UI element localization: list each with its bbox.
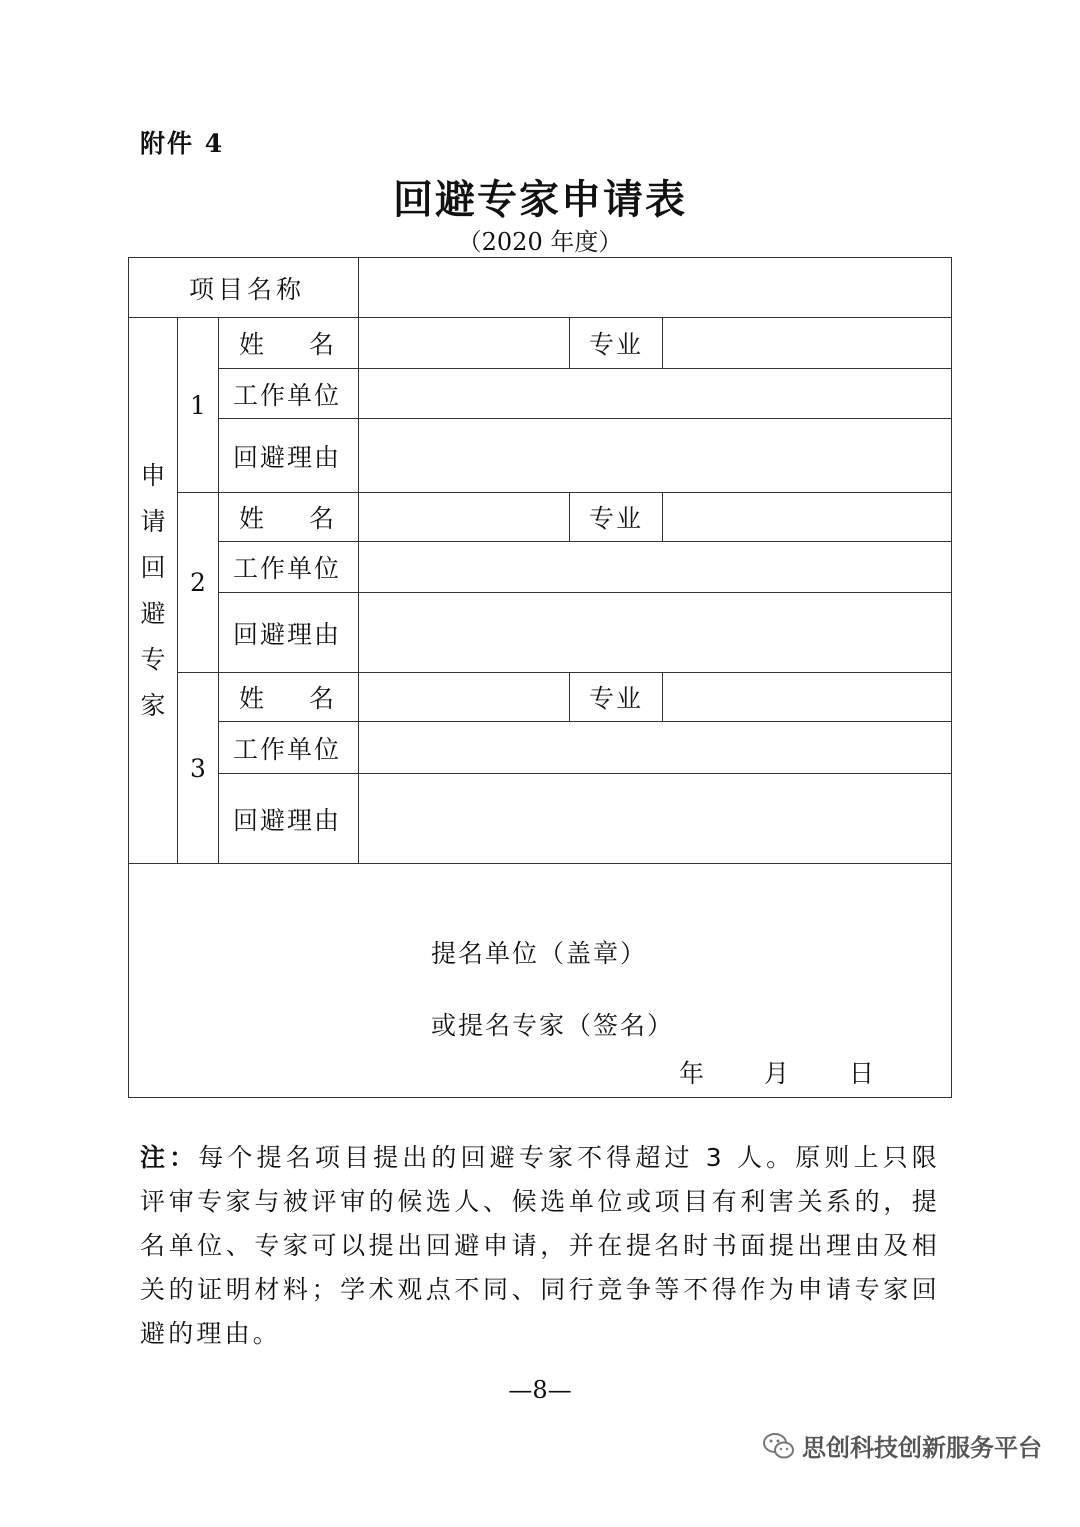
- major-label-1: 专业: [570, 318, 663, 369]
- name-label-2: 姓 名: [219, 493, 359, 542]
- note-paragraph: [140, 1136, 940, 1356]
- project-name-label: 项目名称: [129, 258, 359, 318]
- major-field-3[interactable]: [663, 673, 952, 722]
- unit-label-1: 工作单位: [219, 369, 359, 419]
- expert-sign-label: 或提名专家（签名）: [431, 1011, 675, 1040]
- note-text: 每个提名项目提出的回避专家不得超过 3 人。原则上只限评审专家与被评审的候选人、候选单位或项目有利害关系的，提名单位、专家可以提出回避申请，并在提名时书面提出理由及相关的证明材料；学术观点不同、同行竞争等不得作为申请专家回避的理由。: [140, 1143, 940, 1348]
- major-label-3: 专业: [570, 673, 663, 722]
- name-field-1[interactable]: [359, 318, 570, 369]
- reason-label-3: 回避理由: [219, 774, 359, 864]
- project-name-field[interactable]: [359, 258, 952, 318]
- side-label: 申 请 回 避 专 家: [129, 318, 178, 864]
- major-field-1[interactable]: [663, 318, 952, 369]
- major-label-2: 专业: [570, 493, 663, 542]
- application-form-table: [128, 257, 952, 1098]
- signature-section[interactable]: [129, 864, 952, 1098]
- reason-label-1: 回避理由: [219, 419, 359, 493]
- name-label-3: 姓 名: [219, 673, 359, 722]
- expert-number-2: 2: [178, 493, 219, 673]
- unit-field-2[interactable]: [359, 542, 952, 593]
- unit-stamp-label: 提名单位（盖章）: [431, 939, 648, 968]
- note-label: 注：: [140, 1143, 199, 1172]
- watermark-text: 思创科技创新服务平台: [802, 1434, 1042, 1462]
- major-field-2[interactable]: [663, 493, 952, 542]
- reason-label-2: 回避理由: [219, 593, 359, 673]
- expert-number-3: 3: [178, 673, 219, 864]
- reason-field-2[interactable]: [359, 593, 952, 673]
- reason-field-1[interactable]: [359, 419, 952, 493]
- unit-label-2: 工作单位: [219, 542, 359, 593]
- page-number: —8—: [508, 1376, 572, 1404]
- watermark: [762, 1428, 1042, 1463]
- name-label-1: 姓 名: [219, 318, 359, 369]
- unit-field-1[interactable]: [359, 369, 952, 419]
- wechat-icon: [762, 1431, 796, 1461]
- expert-number-1: 1: [178, 318, 219, 493]
- date-line: 年 月 日: [679, 1059, 875, 1088]
- reason-field-3[interactable]: [359, 774, 952, 864]
- name-field-3[interactable]: [359, 673, 570, 722]
- form-title: 回避专家申请表: [393, 176, 687, 223]
- form-year: （2020 年度）: [457, 228, 623, 256]
- attachment-label: 附件 4: [140, 129, 225, 158]
- unit-field-3[interactable]: [359, 722, 952, 774]
- unit-label-3: 工作单位: [219, 722, 359, 774]
- name-field-2[interactable]: [359, 493, 570, 542]
